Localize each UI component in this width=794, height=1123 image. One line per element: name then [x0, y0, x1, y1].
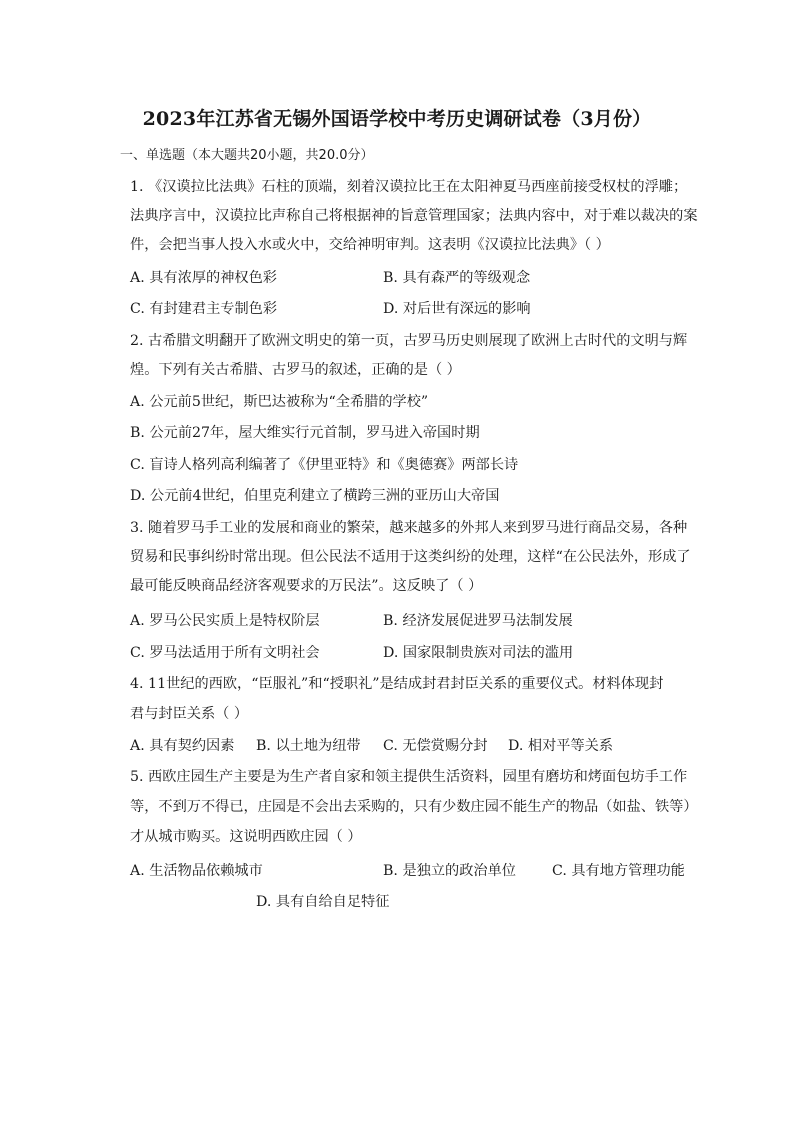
question-5-option-d[interactable]: D. 具有自给自足特征	[256, 894, 390, 910]
question-2-line-2: 煌。下列有关古希腊、古罗马的叙述，正确的是（ ）	[130, 362, 461, 378]
question-4-option-a[interactable]: A. 具有契约因素	[130, 738, 235, 754]
question-4-option-d[interactable]: D. 相对平等关系	[508, 738, 614, 754]
question-5-line-1: 5. 西欧庄园生产主要是为生产者自家和领主提供生活资料，园里有磨坊和烤面包坊手工作	[130, 769, 688, 785]
question-4-line-2: 君与封臣关系（ ）	[130, 706, 249, 722]
question-5-line-2: 等，不到万不得已，庄园是不会出去采购的，只有少数庄园不能生产的物品（如盐、铁等）	[130, 799, 698, 815]
question-5-option-b[interactable]: B. 是独立的政治单位	[383, 863, 516, 879]
question-2-option-c[interactable]: C. 盲诗人格列高利编著了《伊里亚特》和《奥德赛》两部长诗	[130, 457, 519, 473]
question-1-option-d[interactable]: D. 对后世有深远的影响	[383, 301, 531, 317]
question-1-line-2: 法典序言中，汉谟拉比声称自己将根据神的旨意管理国家；法典内容中，对于难以裁决的案	[130, 208, 698, 224]
question-4-option-b[interactable]: B. 以土地为纽带	[256, 738, 361, 754]
question-1-option-c[interactable]: C. 有封建君主专制色彩	[130, 301, 278, 317]
question-4-line-1: 4. 11世纪的西欧，“臣服礼”和“授职礼”是结成封君封臣关系的重要仪式。材料体现封	[130, 676, 664, 692]
question-2-line-1: 2. 古希腊文明翻开了欧洲文明史的第一页，古罗马历史则展现了欧洲上古时代的文明与辉	[130, 333, 688, 349]
question-3-option-a[interactable]: A. 罗马公民实质上是特权阶层	[130, 613, 320, 629]
section-heading: 一、单选题（本大题共20小题，共20.0分）	[120, 148, 374, 163]
question-3-line-2: 贸易和民事纠纷时常出现。但公民法不适用于这类纠纷的处理，这样“在公民法外，形成了	[130, 549, 691, 565]
question-3-line-1: 3. 随着罗马手工业的发展和商业的繁荣，越来越多的外邦人来到罗马进行商品交易，各种	[130, 520, 688, 536]
exam-title: 2023年江苏省无锡外国语学校中考历史调研试卷（3月份）	[142, 108, 652, 130]
question-3-option-b[interactable]: B. 经济发展促进罗马法制发展	[383, 613, 573, 629]
question-1-option-a[interactable]: A. 具有浓厚的神权色彩	[130, 270, 277, 286]
question-1-line-1: 1. 《汉谟拉比法典》石柱的顶端，刻着汉谟拉比王在太阳神夏马西座前接受权杖的浮雕；	[130, 179, 688, 195]
question-5-option-a[interactable]: A. 生活物品依赖城市	[130, 863, 263, 879]
question-5-line-3: 才从城市购买。这说明西欧庄园（ ）	[130, 829, 362, 845]
question-4-option-c[interactable]: C. 无偿赏赐分封	[383, 738, 488, 754]
question-3-option-c[interactable]: C. 罗马法适用于所有文明社会	[130, 645, 320, 661]
question-3-option-d[interactable]: D. 国家限制贵族对司法的滥用	[383, 645, 574, 661]
question-2-option-d[interactable]: D. 公元前4世纪，伯里克利建立了横跨三洲的亚历山大帝国	[130, 488, 500, 504]
question-1-option-b[interactable]: B. 具有森严的等级观念	[383, 270, 531, 286]
question-2-option-b[interactable]: B. 公元前27年，屋大维实行元首制，罗马进入帝国时期	[130, 425, 480, 441]
question-2-option-a[interactable]: A. 公元前5世纪，斯巴达被称为“全希腊的学校”	[130, 394, 429, 410]
question-5-option-c[interactable]: C. 具有地方管理功能	[552, 863, 685, 879]
question-1-line-3: 件，会把当事人投入水或火中，交给神明审判。这表明《汉谟拉比法典》（ ）	[130, 237, 610, 253]
question-3-line-3: 最可能反映商品经济客观要求的万民法”。这反映了（ ）	[130, 578, 483, 594]
